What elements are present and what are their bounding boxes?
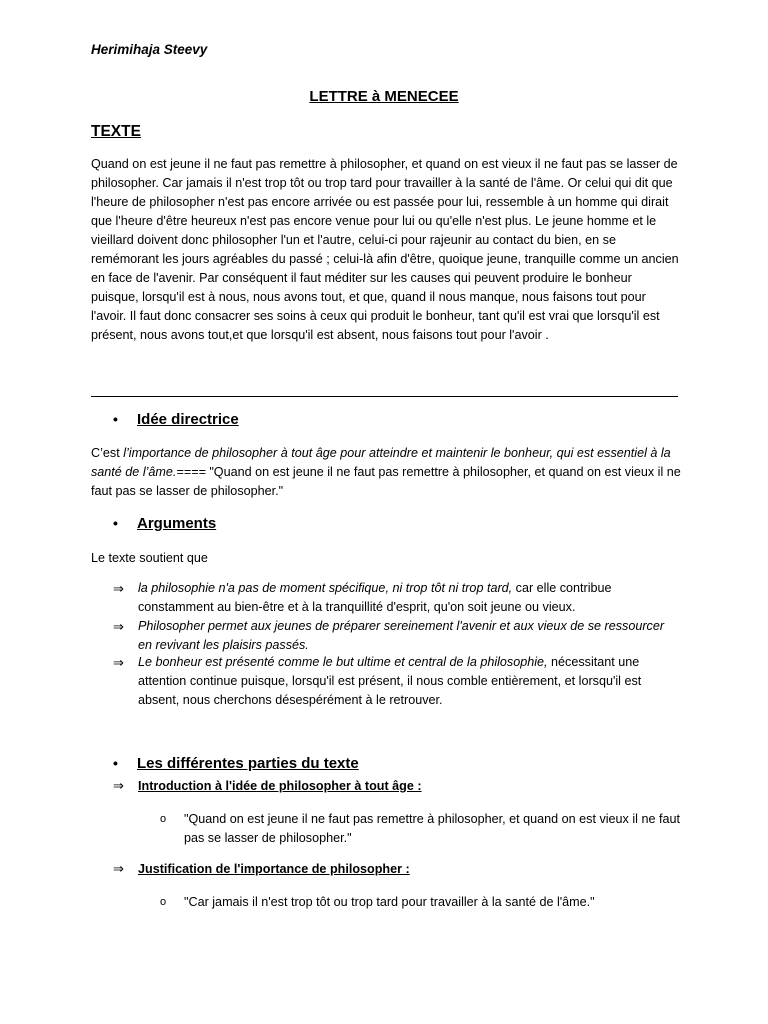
argument-italic: Le bonheur est présenté comme le but ultime et central de la philosophie, bbox=[138, 655, 548, 669]
idee-quote: "Quand on est jeune il ne faut pas remettre à philosopher, et quand on est vieux il ne faut pas se lasser de philosopher." bbox=[91, 465, 681, 498]
circle-bullet-icon: o bbox=[160, 896, 167, 908]
argument-italic: Philosopher permet aux jeunes de préparer sereinement l'avenir et aux vieux de se ressourcer en revivant les plaisirs passés. bbox=[138, 619, 665, 652]
partie-title: Justification de l'importance de philosopher : bbox=[138, 862, 410, 876]
argument-item bbox=[113, 653, 678, 710]
argument-item bbox=[113, 579, 678, 617]
arrow-icon: ⇒ bbox=[113, 619, 124, 634]
idee-paragraph bbox=[91, 444, 681, 501]
arrow-icon: ⇒ bbox=[113, 778, 124, 793]
section-parties bbox=[113, 755, 359, 772]
bullet-icon: • bbox=[113, 411, 118, 427]
arguments-heading: Arguments bbox=[137, 515, 217, 532]
arrow-icon: ⇒ bbox=[113, 655, 124, 670]
texte-body: Quand on est jeune il ne faut pas remettre à philosopher, et quand on est vieux il ne faut pas se lasser de philosopher. Car jamais il n'est trop tôt ou trop tard pour travailler à la santé de l'âme. Or celui qui dit que l'heure de philosopher n'est pas encore arrivée ou est passée pour lui, ressemble à un homme qui dirait que l'heure d'être heureux n'est pas encore venue pour lui ou qu'elle n'est plus. Le jeune homme et le vieillard doivent donc philosopher l'un et l'autre, celui-ci pour rajeunir au contact du bien, en se remémorant les jours agréables du passé ; celui-là afin d'être, quoique jeune, tranquille comme un ancien en face de l'avenir. Par conséquent il faut méditer sur les causes qui peuvent produire le bonheur puisque, lorsqu'il est à nous, nous avons tout, et que, quand il nous manque, nous faisons tout pour l'avoir. Il faut donc consacrer ses soins à ceux qui produit le bonheur, tant qu'il est vrai que lorsqu'il est présent, nous avons tout,et que lorsqu'il est absent, nous faisons tout pour l'avoir . bbox=[91, 157, 679, 342]
bullet-icon: • bbox=[113, 515, 118, 531]
circle-bullet-icon: o bbox=[160, 813, 167, 825]
partie-heading bbox=[113, 861, 410, 877]
argument-item bbox=[113, 617, 678, 655]
partie-quote-item bbox=[160, 810, 680, 848]
argument-text: car elle contribue constamment au bien-être et à la tranquillité d'esprit, qu'on soit jeune ou vieux. bbox=[138, 581, 612, 614]
partie-quote-item bbox=[160, 893, 680, 912]
partie-quote: "Quand on est jeune il ne faut pas remettre à philosopher, et quand on est vieux il ne faut pas se lasser de philosopher." bbox=[184, 812, 680, 845]
argument-text: nécessitant une attention continue puisque, lorsqu'il est présent, il nous comble entièrement, et lorsqu'il est absent, nous cherchons désespérément à le retrouver. bbox=[138, 655, 642, 707]
partie-heading bbox=[113, 778, 422, 794]
page-title: LETTRE à MENECEE bbox=[309, 88, 459, 105]
author-name: Herimihaja Steevy bbox=[91, 42, 208, 57]
argument-italic: la philosophie n'a pas de moment spécifique, ni trop tôt ni trop tard, bbox=[138, 581, 513, 595]
idee-heading: Idée directrice bbox=[137, 411, 239, 428]
arrow-icon: ⇒ bbox=[113, 861, 124, 876]
parties-heading: Les différentes parties du texte bbox=[137, 755, 359, 772]
bullet-icon: • bbox=[113, 755, 118, 771]
partie-quote: "Car jamais il n'est trop tôt ou trop tard pour travailler à la santé de l'âme." bbox=[184, 895, 595, 909]
idee-intro: C’est bbox=[91, 446, 124, 460]
section-idee-directrice bbox=[113, 411, 239, 428]
idee-italic: l’importance de philosopher à tout âge pour atteindre et maintenir le bonheur, qui est essentiel à la santé de l’âme.==== bbox=[91, 446, 671, 479]
horizontal-divider bbox=[91, 396, 678, 397]
texte-heading: TEXTE bbox=[91, 123, 141, 140]
arguments-intro: Le texte soutient que bbox=[91, 551, 208, 565]
partie-title: Introduction à l'idée de philosopher à tout âge : bbox=[138, 779, 422, 793]
section-arguments bbox=[113, 515, 216, 532]
arrow-icon: ⇒ bbox=[113, 581, 124, 596]
